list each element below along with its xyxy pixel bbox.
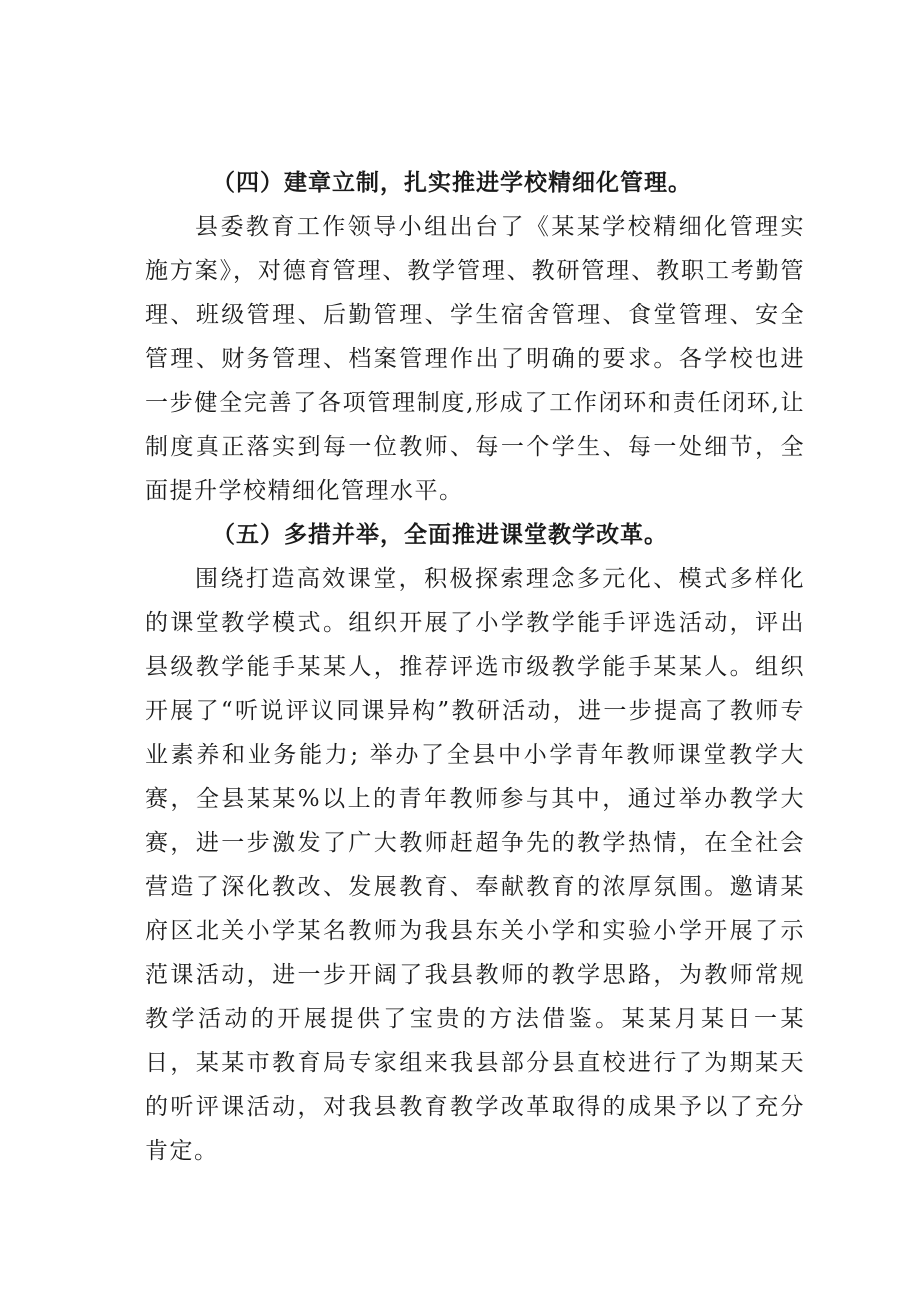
- section-heading-5: （五）多措并举，全面推进课堂教学改革。: [212, 522, 668, 548]
- section-paragraph-4: 县委教育工作领导小组出台了《某某学校精细化管理实施方案》，对德育管理、教学管理、教研管理、教职工考勤管理、班级管理、后勤管理、学生宿舍管理、食堂管理、安全管理、财务管理、档案管理作出了明确的要求。各学校也进一步健全完善了各项管理制度,形成了工作闭环和责任闭环,让制度真正落实到每一位教师、每一个学生、每一处细节，全面提升学校精细化管理水平。: [145, 214, 805, 504]
- document-body: [145, 161, 805, 1173]
- section-heading-4: （四）建章立制，扎实推进学校精细化管理。: [212, 170, 692, 196]
- section-paragraph-5: 围绕打造高效课堂，积极探索理念多元化、模式多样化的课堂教学模式。组织开展了小学教学能手评选活动，评出县级教学能手某某人，推荐评选市级教学能手某某人。组织开展了“听说评议同课异构”教研活动，进一步提高了教师专业素养和业务能力; 举办了全县中小学青年教师课堂教学大赛，全县某某%以上的青年教师参与其中，通过举办教学大赛，进一步激发了广大教师赶超争先的教学热情，在全社会营造了深化教改、发展教育、奉献教育的浓厚氛围。邀请某府区北关小学某名教师为我县东关小学和实验小学开展了示范课活动，进一步开阔了我县教师的教学思路，为教师常规教学活动的开展提供了宝贵的方法借鉴。某某月某日一某日，某某市教育局专家组来我县部分县直校进行了为期某天的听评课活动，对我县教育教学改革取得的成果予以了充分肯定。: [145, 566, 805, 1164]
